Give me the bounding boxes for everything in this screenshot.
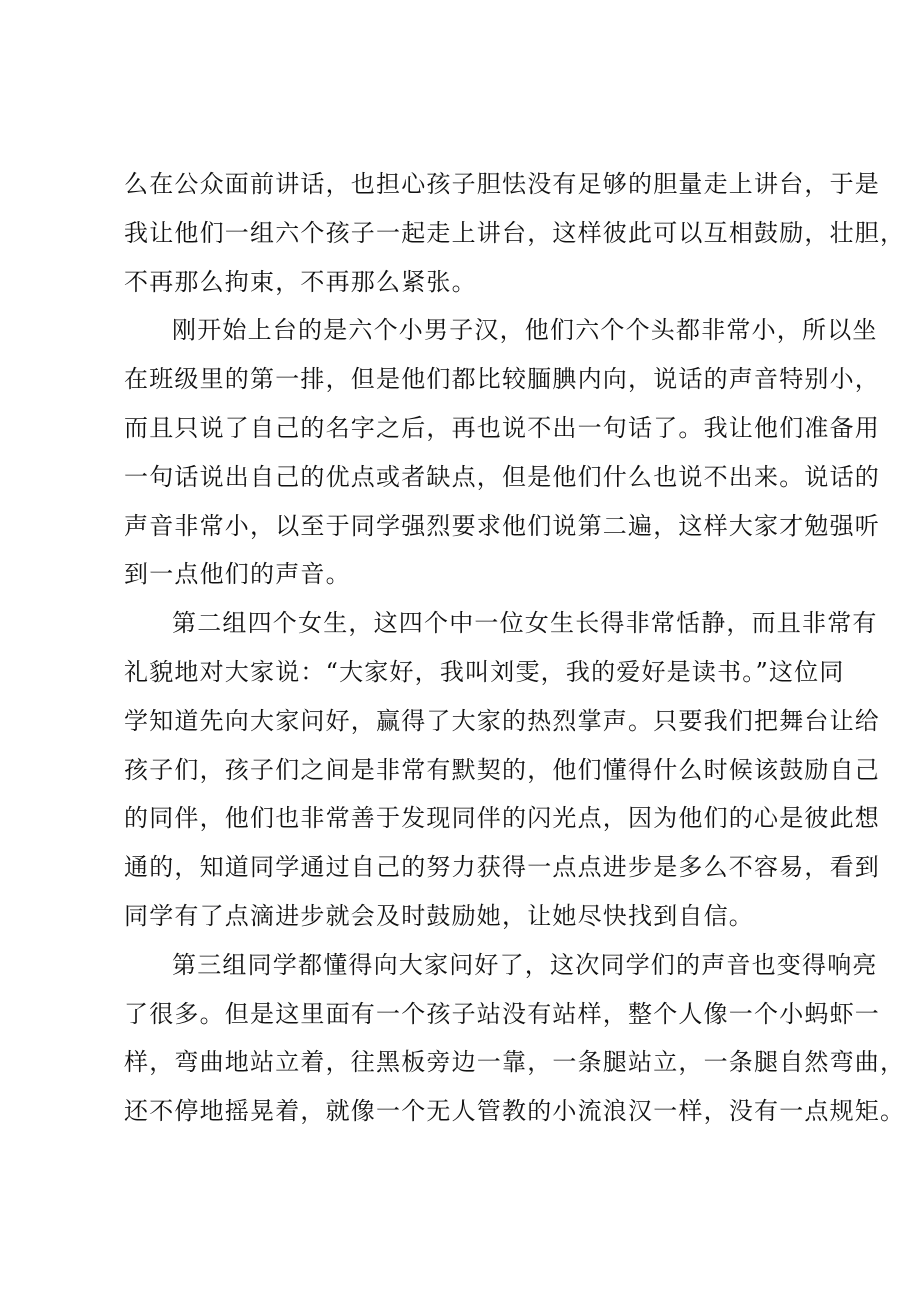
text-line: 我让他们一组六个孩子一起走上讲台，这样彼此可以互相鼓励，壮胆， — [124, 218, 906, 247]
paragraph-first-line: 刚开始上台的是六个小男子汉，他们六个个头都非常小，所以坐 — [172, 316, 878, 345]
text-line: 一句话说出自己的优点或者缺点，但是他们什么也说不出来。说话的 — [124, 462, 880, 491]
text-line: 么在公众面前讲话，也担心孩子胆怯没有足够的胆量走上讲台，于是 — [124, 170, 880, 198]
text-line: 礼貌地对大家说：“大家好，我叫刘雯，我的爱好是读书。”这位同 — [124, 657, 845, 686]
text-line: 还不停地摇晃着，就像一个无人管教的小流浪汉一样，没有一点规矩。 — [124, 1097, 906, 1126]
text-line: 孩子们，孩子们之间是非常有默契的，他们懂得什么时候该鼓励自己 — [124, 755, 880, 784]
paragraph-first-line: 第三组同学都懂得向大家问好了，这次同学们的声音也变得响亮 — [172, 950, 878, 979]
text-line: 而且只说了自己的名字之后，再也说不出一句话了。我让他们准备用 — [124, 413, 880, 442]
text-line: 通的，知道同学通过自己的努力获得一点点进步是多么不容易，看到 — [124, 853, 880, 882]
text-line: 的同伴，他们也非常善于发现同伴的闪光点，因为他们的心是彼此想 — [124, 804, 880, 833]
text-line: 同学有了点滴进步就会及时鼓励她，让她尽快找到自信。 — [124, 901, 754, 930]
text-line: 学知道先向大家问好，赢得了大家的热烈掌声。只要我们把舞台让给 — [124, 706, 880, 735]
document-body — [124, 160, 906, 1136]
text-line: 到一点他们的声音。 — [124, 560, 351, 589]
paragraph-first-line: 第二组四个女生，这四个中一位女生长得非常恬静，而且非常有 — [172, 609, 878, 638]
text-line: 声音非常小，以至于同学强烈要求他们说第二遍，这样大家才勉强听 — [124, 511, 880, 540]
text-line: 在班级里的第一排，但是他们都比较腼腆内向，说话的声音特别小， — [124, 365, 880, 394]
text-line: 了很多。但是这里面有一个孩子站没有站样，整个人像一个小蚂虾一 — [124, 999, 880, 1028]
text-line: 不再那么拘束，不再那么紧张。 — [124, 267, 477, 296]
text-line: 样，弯曲地站立着，往黑板旁边一靠，一条腿站立，一条腿自然弯曲， — [124, 1048, 906, 1077]
